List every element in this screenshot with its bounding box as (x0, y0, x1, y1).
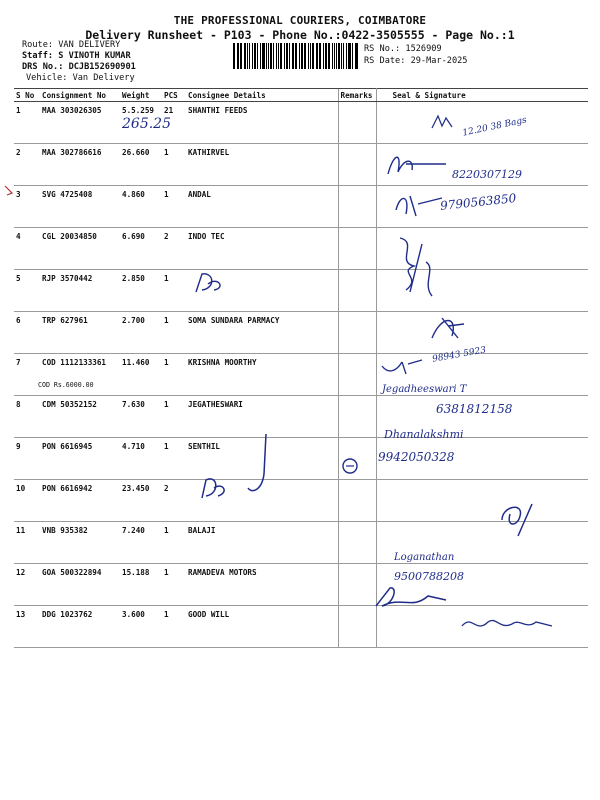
barcode-bar (341, 43, 342, 69)
barcode-bar (233, 43, 235, 69)
cell-consignment: VNB 935382 (40, 522, 120, 564)
cell-pcs: 1 (162, 270, 186, 312)
cell-weight: 7.240 (120, 522, 162, 564)
cell-consignment: MAA 303026305 (40, 102, 120, 144)
cell-consignment: DDG 1023762 (40, 606, 120, 648)
barcode-bar (237, 43, 238, 69)
cell-consignee: GOOD WILL (186, 606, 338, 648)
barcode-bar (346, 43, 348, 69)
barcode-bar (343, 43, 344, 69)
vehicle-line: Vehicle: Van Delivery (26, 73, 135, 83)
signature-consignee-row5 (192, 270, 228, 300)
rs-number: RS No.: 1526909 (364, 44, 442, 54)
barcode-bar (268, 43, 269, 69)
cell-pcs: 1 (162, 522, 186, 564)
handwritten-phone-row7: 98943 5923 (431, 345, 487, 365)
signature-row13 (372, 584, 462, 616)
barcode-bar (317, 43, 318, 69)
cell-weight: 4.710 (120, 438, 162, 480)
barcode-bar (276, 43, 277, 69)
cell-sno: 12 (14, 564, 40, 606)
cell-remarks (338, 564, 376, 606)
barcode-bar (316, 43, 317, 69)
cell-consignee: SHANTHI FEEDS (186, 102, 338, 144)
barcode-bar (356, 43, 358, 69)
barcode-bar (270, 43, 272, 69)
cell-sno: 6 (14, 312, 40, 354)
cell-remarks (338, 480, 376, 522)
col-header-consignment: Consignment No (40, 89, 120, 102)
signature-row13b (460, 612, 554, 638)
signature-row1 (430, 112, 470, 136)
cell-pcs: 1 (162, 396, 186, 438)
barcode-bar (295, 43, 296, 69)
cell-weight: 2.700 (120, 312, 162, 354)
cell-seal (376, 102, 588, 144)
barcode-bar (304, 43, 306, 69)
cod-amount: COD Rs.6000.00 (38, 381, 94, 389)
cell-consignee: KATHIRVEL (186, 144, 338, 186)
table-row (14, 228, 588, 270)
barcode-bar (249, 43, 250, 69)
cell-pcs: 1 (162, 564, 186, 606)
cell-consignee: SENTHIL (186, 438, 338, 480)
col-header-weight: Weight (120, 89, 162, 102)
handwritten-phone-row8: 6381812158 (436, 402, 513, 416)
barcode-bar (238, 43, 239, 69)
barcode-bar (355, 43, 356, 69)
barcode-bar (310, 43, 311, 69)
barcode-bar (280, 43, 282, 69)
signature-row7 (378, 352, 438, 380)
barcode (233, 43, 359, 69)
cell-consignment: PON 6616942 (40, 480, 120, 522)
cell-pcs: 21 (162, 102, 186, 144)
barcode-bar (278, 43, 280, 69)
barcode-bar (252, 43, 253, 69)
cell-sno: 11 (14, 522, 40, 564)
cell-consignment: SVG 4725408 (40, 186, 120, 228)
barcode-bar (257, 43, 259, 69)
drs-line: DRS No.: DCJB152690901 (22, 62, 136, 72)
signature-row4-5 (392, 232, 442, 308)
cell-weight: 15.188 (120, 564, 162, 606)
cell-consignee: BALAJI (186, 522, 338, 564)
handwritten-phone-row3: 9790563850 (439, 191, 517, 213)
cell-consignee: RAMADEVA MOTORS (186, 564, 338, 606)
col-header-pcs: PCS (162, 89, 186, 102)
barcode-bar (348, 43, 350, 69)
barcode-bar (262, 43, 264, 69)
staff-line: Staff: S VINOTH KUMAR (22, 51, 131, 61)
barcode-bar (260, 43, 261, 69)
company-title: THE PROFESSIONAL COURIERS, COIMBATORE (173, 14, 427, 27)
handwritten-name-row12: Loganathan (394, 552, 455, 563)
signature-consignee-row9-10 (192, 430, 282, 508)
cell-sno: 3 (14, 186, 40, 228)
barcode-bar (336, 43, 337, 69)
cell-remarks (338, 522, 376, 564)
cell-weight: 3.600 (120, 606, 162, 648)
barcode-bar (266, 43, 267, 69)
cell-pcs: 1 (162, 354, 186, 396)
table-row (14, 270, 588, 312)
barcode-bar (254, 43, 256, 69)
margin-mark (4, 182, 14, 201)
runsheet-title: Delivery Runsheet - P103 - Phone No.:0422-3505555 - Page No.:1 (85, 28, 515, 42)
cell-sno: 7 (14, 354, 40, 396)
barcode-bar (296, 43, 297, 69)
barcode-bar (240, 43, 242, 69)
cell-sno: 10 (14, 480, 40, 522)
barcode-bar (284, 43, 285, 69)
barcode-bar (319, 43, 321, 69)
cell-pcs: 1 (162, 606, 186, 648)
cell-weight: 7.630 (120, 396, 162, 438)
barcode-bar (286, 43, 288, 69)
col-header-seal: Seal & Signature (376, 89, 588, 102)
rs-date: RS Date: 29-Mar-2025 (364, 56, 468, 66)
handwritten-phone-row2: 8220307129 (452, 168, 522, 181)
cell-sno: 1 (14, 102, 40, 144)
cell-consignment: TRP 627961 (40, 312, 120, 354)
barcode-bar (338, 43, 340, 69)
cell-sno: 5 (14, 270, 40, 312)
cell-sno: 9 (14, 438, 40, 480)
cell-consignment: MAA 302786616 (40, 144, 120, 186)
cell-remarks (338, 102, 376, 144)
cell-pcs: 1 (162, 144, 186, 186)
handwritten-weight-row1: 265.25 (122, 116, 171, 132)
col-header-consignee: Consignee Details (186, 89, 338, 102)
barcode-bar (244, 43, 246, 69)
cell-consignee: INDO TEC (186, 228, 338, 270)
barcode-bar (301, 43, 303, 69)
cell-weight: 11.460 (120, 354, 162, 396)
barcode-bar (352, 43, 353, 69)
cell-pcs: 1 (162, 186, 186, 228)
barcode-bar (325, 43, 327, 69)
barcode-bar (289, 43, 290, 69)
signature-remarks-row10 (340, 456, 364, 480)
barcode-bar (299, 43, 300, 69)
cell-consignee: SOMA SUNDARA PARMACY (186, 312, 338, 354)
cell-pcs: 2 (162, 480, 186, 522)
handwritten-phone-row12: 9500788208 (394, 570, 464, 583)
barcode-bar (273, 43, 274, 69)
cell-weight: 26.660 (120, 144, 162, 186)
cell-consignment: CGL 20034850 (40, 228, 120, 270)
route-line: Route: VAN DELIVERY (22, 40, 121, 50)
barcode-bar (247, 43, 248, 69)
col-header-remarks: Remarks (338, 89, 376, 102)
barcode-bar (308, 43, 309, 69)
handwritten-name-row8: Jegadheeswari T (382, 384, 467, 395)
cell-sno: 2 (14, 144, 40, 186)
cell-consignment: CDM 50352152 (40, 396, 120, 438)
barcode-bar (323, 43, 324, 69)
signature-row3 (390, 190, 450, 224)
cell-seal (376, 480, 588, 522)
cell-weight: 6.690 (120, 228, 162, 270)
cell-consignment: COD 1112133361 COD Rs.6000.00 (40, 354, 120, 396)
barcode-bar (334, 43, 335, 69)
cell-consignee: KRISHNA MOORTHY (186, 354, 338, 396)
col-header-sno: S No (14, 89, 40, 102)
table-row (14, 312, 588, 354)
cell-pcs: 1 (162, 312, 186, 354)
table-header-row (14, 89, 588, 102)
handwritten-phone-row9: 9942050328 (378, 450, 455, 464)
handwritten-note-row1: 12.20 38 Bags (461, 115, 528, 139)
cell-consignment: PON 6616945 (40, 438, 120, 480)
cell-pcs: 2 (162, 228, 186, 270)
handwritten-name-row9: Dhanalakshmi (384, 428, 464, 441)
barcode-bar (312, 43, 314, 69)
cell-weight: 5.5.259 (120, 102, 162, 144)
table-row (14, 438, 588, 480)
cell-pcs: 1 (162, 438, 186, 480)
cell-weight: 2.850 (120, 270, 162, 312)
cell-remarks (338, 606, 376, 648)
cell-consignment: GOA 500322894 (40, 564, 120, 606)
cell-consignee: ANDAL (186, 186, 338, 228)
cell-sno: 13 (14, 606, 40, 648)
signature-row11 (498, 500, 538, 544)
signature-row2 (384, 150, 454, 184)
cell-remarks (338, 228, 376, 270)
cell-weight: 23.450 (120, 480, 162, 522)
barcode-bar (328, 43, 330, 69)
table-row (14, 354, 588, 396)
cell-remarks (338, 144, 376, 186)
cell-remarks (338, 396, 376, 438)
cell-weight: 4.860 (120, 186, 162, 228)
cell-consignee: JEGATHESWARI (186, 396, 338, 438)
cell-remarks (338, 354, 376, 396)
barcode-bar (332, 43, 333, 69)
cell-sno: 4 (14, 228, 40, 270)
cell-remarks (338, 312, 376, 354)
barcode-bar (292, 43, 294, 69)
signature-row6 (428, 310, 472, 348)
rs-info (364, 43, 467, 67)
cell-remarks (338, 186, 376, 228)
table-row (14, 564, 588, 606)
cell-sno: 8 (14, 396, 40, 438)
runsheet-meta (22, 40, 136, 84)
cell-consignment: RJP 3570442 (40, 270, 120, 312)
cell-remarks (338, 270, 376, 312)
